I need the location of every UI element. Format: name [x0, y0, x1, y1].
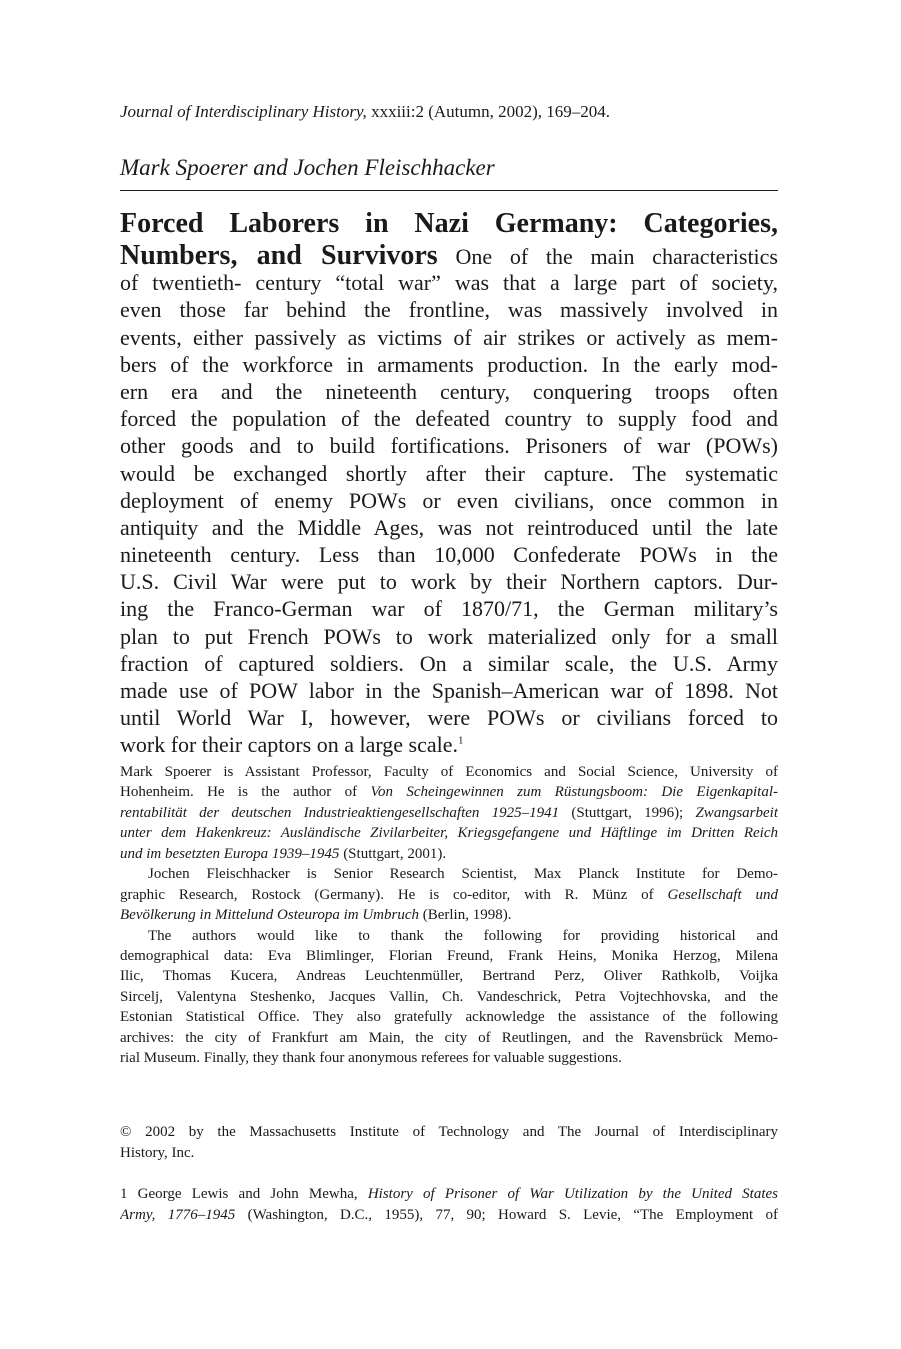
text-run: 1 George Lewis and John Mewha,: [120, 1186, 368, 1202]
text-run: deployment of enemy POWs or even civilians, once common in: [120, 487, 778, 513]
text-line: [120, 460, 778, 487]
text-line: [120, 351, 778, 378]
text-line: [120, 905, 778, 925]
text-line: [120, 731, 778, 758]
text-run: work for their captors on a large scale.: [120, 732, 459, 758]
text-line: [120, 782, 778, 802]
text-run: archives: the city of Frankfurt am Main, the city of Reutlingen, and the Ravensbrück Memo-: [120, 1029, 778, 1046]
text-line: [120, 296, 778, 323]
text-run: Gesellschaft und: [667, 886, 778, 903]
text-run: (Washington, D.C., 1955), 77, 90; Howard S. Levie, “The Employment of: [235, 1207, 778, 1223]
text-run: The authors would like to thank the following for providing historical and: [148, 927, 778, 944]
text-line: [120, 704, 778, 731]
text-run: graphic Research, Rostock (Germany). He is co-editor, with R. Münz of: [120, 886, 668, 903]
text-line: [120, 595, 778, 622]
text-line: [120, 926, 778, 946]
text-run: Ilic, Thomas Kucera, Andreas Leuchtenmüller, Bertrand Perz, Oliver Rathkolb, Voijka: [120, 968, 778, 985]
text-run: Bevölkerung in Mittelund Osteuropa im Umbruch: [120, 907, 419, 924]
text-line: [120, 1048, 778, 1068]
text-run: even those far behind the frontline, was massively involved in: [120, 297, 778, 323]
footnote: [120, 1184, 778, 1226]
text-line: [120, 650, 778, 677]
text-line: [120, 677, 778, 704]
text-run: (Stuttgart, 1996);: [559, 804, 696, 821]
text-run: rial Museum. Finally, they thank four anonymous referees for valuable suggestions.: [120, 1050, 622, 1067]
text-run: Hohenheim. He is the author of: [120, 784, 371, 801]
article-title: Forced Laborers in Nazi Germany: Categories,: [120, 208, 778, 239]
text-run: until World War I, however, were POWs or civilians forced to: [120, 705, 778, 731]
body-text: [120, 242, 778, 759]
text-line: [120, 1143, 778, 1164]
text-line: [120, 324, 778, 351]
text-run: plan to put French POWs to work materialized only for a small: [120, 623, 778, 649]
text-run: forced the population of the defeated country to supply food and: [120, 406, 778, 432]
text-run: U.S. Civil War were put to work by their Northern captors. Dur-: [120, 569, 778, 595]
text-run: Mark Spoerer is Assistant Professor, Faculty of Economics and Social Science, University of: [120, 764, 778, 780]
text-run: nineteenth century. Less than 10,000 Confederate POWs in the: [120, 542, 778, 568]
text-line: [120, 623, 778, 650]
text-line: [120, 966, 778, 986]
issue-info: xxxiii:2 (Autumn, 2002), 169–204.: [366, 102, 611, 121]
text-run: ing the Franco-German war of 1870/71, the German military’s: [120, 596, 778, 622]
text-run: ern era and the nineteenth century, conquering troops often: [120, 378, 778, 404]
text-run: und im besetzten Europa 1939–1945: [120, 845, 340, 862]
text-line: [120, 242, 778, 269]
text-run: rentabilität der deutschen Industrieaktiengesellschaften 1925–1941: [120, 804, 560, 821]
text-line: [120, 378, 778, 405]
text-line: [120, 432, 778, 459]
text-line: [120, 568, 778, 595]
authors: Mark Spoerer and Jochen Fleischhacker: [120, 155, 495, 180]
text-line: [120, 405, 778, 432]
text-line: [120, 514, 778, 541]
text-line: [120, 803, 778, 823]
text-run: (Berlin, 1998).: [418, 907, 512, 924]
text-run: fraction of captured soldiers. On a similar scale, the U.S. Army: [120, 650, 778, 676]
text-run: Sircelj, Valentyna Steshenko, Jacques Vallin, Ch. Vandeschrick, Petra Vojtechhovska, and the: [120, 988, 778, 1005]
text-line: [120, 1028, 778, 1048]
text-run: unter dem Hakenkreuz: Ausländische Zivilarbeiter, Kriegsgefangene und Häftlinge im Dritten Reich: [120, 825, 778, 842]
text-line: [120, 269, 778, 296]
text-run: events, either passively as victims of air strikes or actively as mem-: [120, 324, 778, 350]
journal-name: Journal of Interdisciplinary History,: [120, 102, 367, 121]
text-run: other goods and to build fortifications. Prisoners of war (POWs): [120, 433, 778, 459]
text-run: © 2002 by the Massachusetts Institute of Technology and The Journal of Interdisciplinary: [120, 1124, 778, 1140]
text-run: History of Prisoner of War Utilization by the United States: [367, 1186, 778, 1202]
text-run: Zwangsarbeit: [695, 804, 778, 821]
text-run: Army, 1776–1945: [120, 1207, 236, 1223]
text-run: made use of POW labor in the Spanish–American war of 1898. Not: [120, 678, 778, 703]
text-run: Estonian Statistical Office. They also gratefully acknowledge the assistance of the following: [120, 1009, 778, 1026]
text-run: Jochen Fleischhacker is Senior Research Scientist, Max Planck Institute for Demo-: [148, 866, 778, 883]
divider: [120, 190, 778, 191]
text-line: [120, 844, 778, 864]
text-run: demographical data: Eva Blimlinger, Florian Freund, Frank Heins, Monika Herzog, Milena: [120, 947, 778, 964]
text-line: [120, 487, 778, 514]
text-line: [120, 541, 778, 568]
text-run: Von Scheingewinnen zum Rüstungsboom: Die Eigenkapital-: [370, 784, 778, 801]
author-notes: [120, 762, 778, 1069]
copyright-notice: [120, 1122, 778, 1164]
text-line: [120, 1184, 778, 1205]
text-run: antiquity and the Middle Ages, was not reintroduced until the late: [120, 514, 778, 540]
text-run: bers of the workforce in armaments production. In the early mod-: [120, 351, 778, 377]
text-line: [120, 823, 778, 843]
text-run: would be exchanged shortly after their capture. The systematic: [120, 460, 778, 486]
text-line: [120, 762, 778, 782]
text-line: [120, 946, 778, 966]
text-run: One of the main characteristics: [437, 244, 778, 269]
text-line: [120, 1205, 778, 1226]
text-line: [120, 987, 778, 1007]
footnote-ref: 1: [458, 735, 464, 748]
text-line: [120, 1007, 778, 1027]
text-run: Numbers, and Survivors: [120, 242, 438, 270]
text-line: [120, 885, 778, 905]
text-line: [120, 864, 778, 884]
running-header: [120, 101, 778, 123]
text-run: History, Inc.: [120, 1145, 195, 1161]
text-line: [120, 1122, 778, 1143]
text-run: (Stuttgart, 2001).: [339, 845, 447, 862]
text-run: of twentieth- century “total war” was that a large part of society,: [120, 270, 778, 296]
